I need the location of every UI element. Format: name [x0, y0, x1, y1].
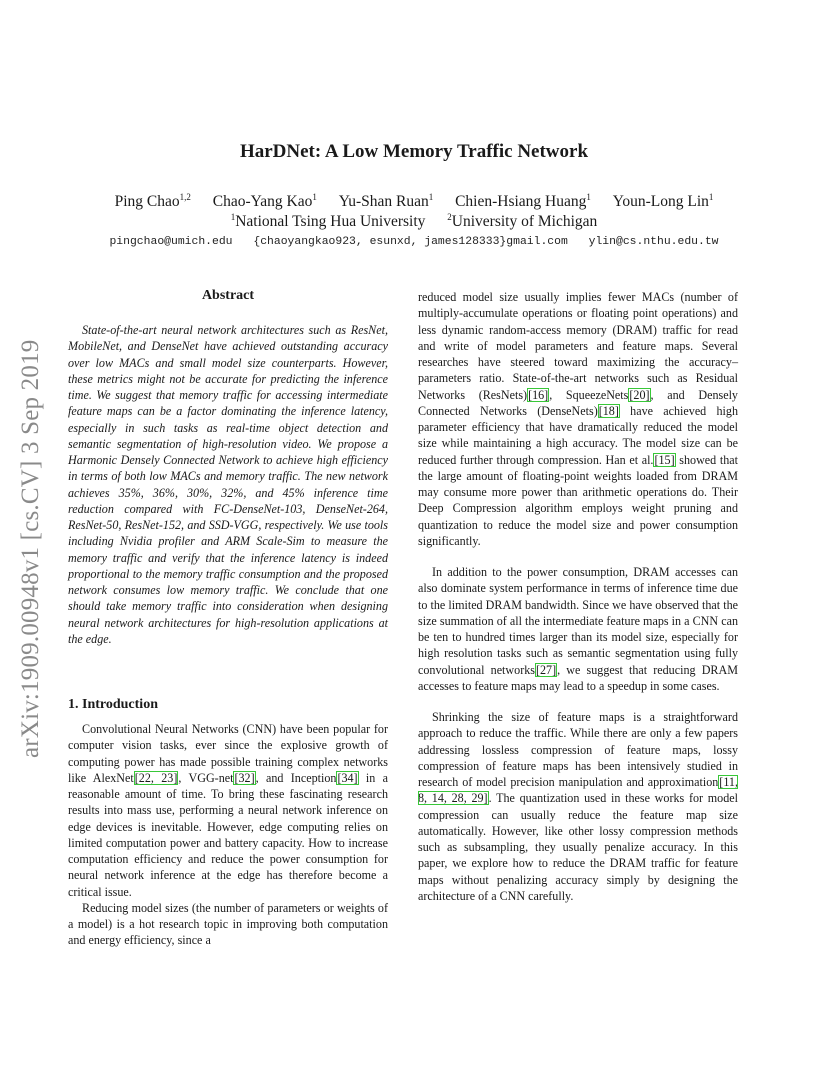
- right-paragraph-2: In addition to the power consumption, DRAM accesses can also dominate system performance in terms of inference time due to the limited DRAM bandwidth. Since we have observed that the size summation of all the intermediate feature maps in a CNN can be ten to hundred times larger than its model size, especially for high resolution tasks such as semantic segmentation using fully convolutional networks[27], we suggest that reducing DRAM accesses to feature maps may lead to a speedup in some cases.: [418, 565, 738, 693]
- citation-link[interactable]: [34]: [337, 770, 358, 785]
- citation-link[interactable]: [20]: [629, 387, 650, 402]
- email-3[interactable]: ylin@cs.nthu.edu.tw: [588, 236, 719, 248]
- abstract-text: State-of-the-art neural network architectures such as ResNet, MobileNet, and DenseNet have achieved outstanding accuracy over low MACs and small model size counterparts. However, these metrics might not be accurate for predicting the inference time. We suggest that memory traffic for accessing intermediate feature maps can be a factor dominating the inference latency, especially in such tasks as real-time object detection and semantic segmentation of high-resolution video. We propose a Harmonic Densely Connected Network to achieve high efficiency in terms of both low MACs and memory traffic. The new network achieves 35%, 36%, 30%, 32%, and 45% inference time reduction compared with FC-DenseNet-103, DenseNet-264, ResNet-50, ResNet-152, and SSD-VGG, respectively. We use tools including Nvidia profiler and ARM Scale-Sim to measure the memory traffic and verify that the inference latency is indeed proportional to the memory traffic consumption and the proposed network consumes low memory traffic. We conclude that one should take memory traffic into consideration when designing neural network architectures for high-resolution applications at the edge.: [68, 323, 388, 646]
- email-2[interactable]: {chaoyangkao923, esunxd, james128333}gmail.com: [253, 236, 568, 248]
- section-heading-introduction: 1. Introduction: [68, 697, 158, 712]
- author-3: Yu-Shan Ruan$^1$: [338, 191, 434, 210]
- abstract-heading: Abstract: [201, 288, 255, 303]
- author-1: Ping Chao$^{1,2}$: [114, 191, 191, 210]
- author-2: Chao-Yang Kao$^1$: [212, 191, 317, 210]
- arxiv-stamp: arXiv:1909.00948v1 [cs.CV] 3 Sep 2019: [17, 339, 44, 758]
- right-paragraph-1: reduced model size usually implies fewer MACs (number of multiply-accumulate operations or floating point operations) and less dynamic random-access memory (DRAM) traffic for read and write of model parameters and feature maps. Several researches have steered toward maximizing the accuracy–parameters ratio. State-of-the-art networks such as Residual Networks (ResNets)[16], SqueezeNets[20], and Densely Connected Networks (DenseNets)[18] have achieved high parameter efficiency that have dramatically reduced the model size while maintaining a high accuracy. The model size can be reduced further through compression. Han et al.[15] showed that the large amount of floating-point weights loaded from DRAM may consume more power than arithmetic operations do. Their Deep Compression algorithm employs weight pruning and quantization to reduce the model size and power consumption significantly.: [418, 290, 739, 548]
- citation-link[interactable]: [11, 8, 14, 28, 29]: [418, 775, 738, 806]
- introduction-body: [68, 721, 388, 949]
- intro-paragraph-1: Convolutional Neural Networks (CNN) have been popular for computer vision tasks, ever since the explosive growth of computing power has made possible training complex networks like AlexNet[22, 23], VGG-net[32], and Inception[34] in a reasonable amount of time. To bring these fascinating research results into mass use, performing a neural network inference on edge devices is inevitable. However, edge computing relies on limited computation power and battery capacity. How to increase computation efficiency and reduce the power consumption for neural network inference at the edge has therefore become a critical issue.: [68, 722, 389, 899]
- paper-title: HarDNet: A Low Memory Traffic Network: [239, 141, 589, 162]
- affiliation-2: $^2$University of Michigan: [447, 211, 598, 230]
- citation-link[interactable]: [18]: [598, 403, 619, 418]
- citation-link[interactable]: [22, 23]: [134, 770, 178, 785]
- citation-link[interactable]: [32]: [234, 770, 255, 785]
- affiliation-1: $^1$National Tsing Hua University: [230, 211, 426, 230]
- affiliation-list: [0, 213, 828, 231]
- author-list: [0, 193, 828, 211]
- author-4: Chien-Hsiang Huang$^1$: [455, 191, 591, 210]
- citation-link[interactable]: [16]: [528, 387, 549, 402]
- right-column-body: [418, 289, 738, 919]
- intro-paragraph-2: Reducing model sizes (the number of parameters or weights of a model) is a hot research topic in improving both computation and energy efficiency, since a: [68, 900, 388, 948]
- email-1[interactable]: pingchao@umich.edu: [109, 236, 233, 248]
- email-list: [0, 236, 828, 248]
- right-paragraph-3: Shrinking the size of feature maps is a straightforward approach to reduce the traffic. While there are only a few papers addressing lossless compression of feature maps, lossy compression of feature maps has been intensively studied in research of model precision manipulation and approximation[11, 8, 14, 28, 29]. The quantization used in these works for model compression can usually reduce the feature map size automatically. However, like other lossy compression methods such as subsampling, they usually penalize accuracy. In this paper, we explore how to reduce the DRAM traffic for feature maps without penalizing accuracy simply by designing the architecture of a CNN carefully.: [418, 710, 738, 903]
- author-5: Youn-Long Lin$^1$: [612, 191, 714, 210]
- citation-link[interactable]: [15]: [654, 452, 675, 467]
- citation-link[interactable]: [27]: [535, 662, 557, 677]
